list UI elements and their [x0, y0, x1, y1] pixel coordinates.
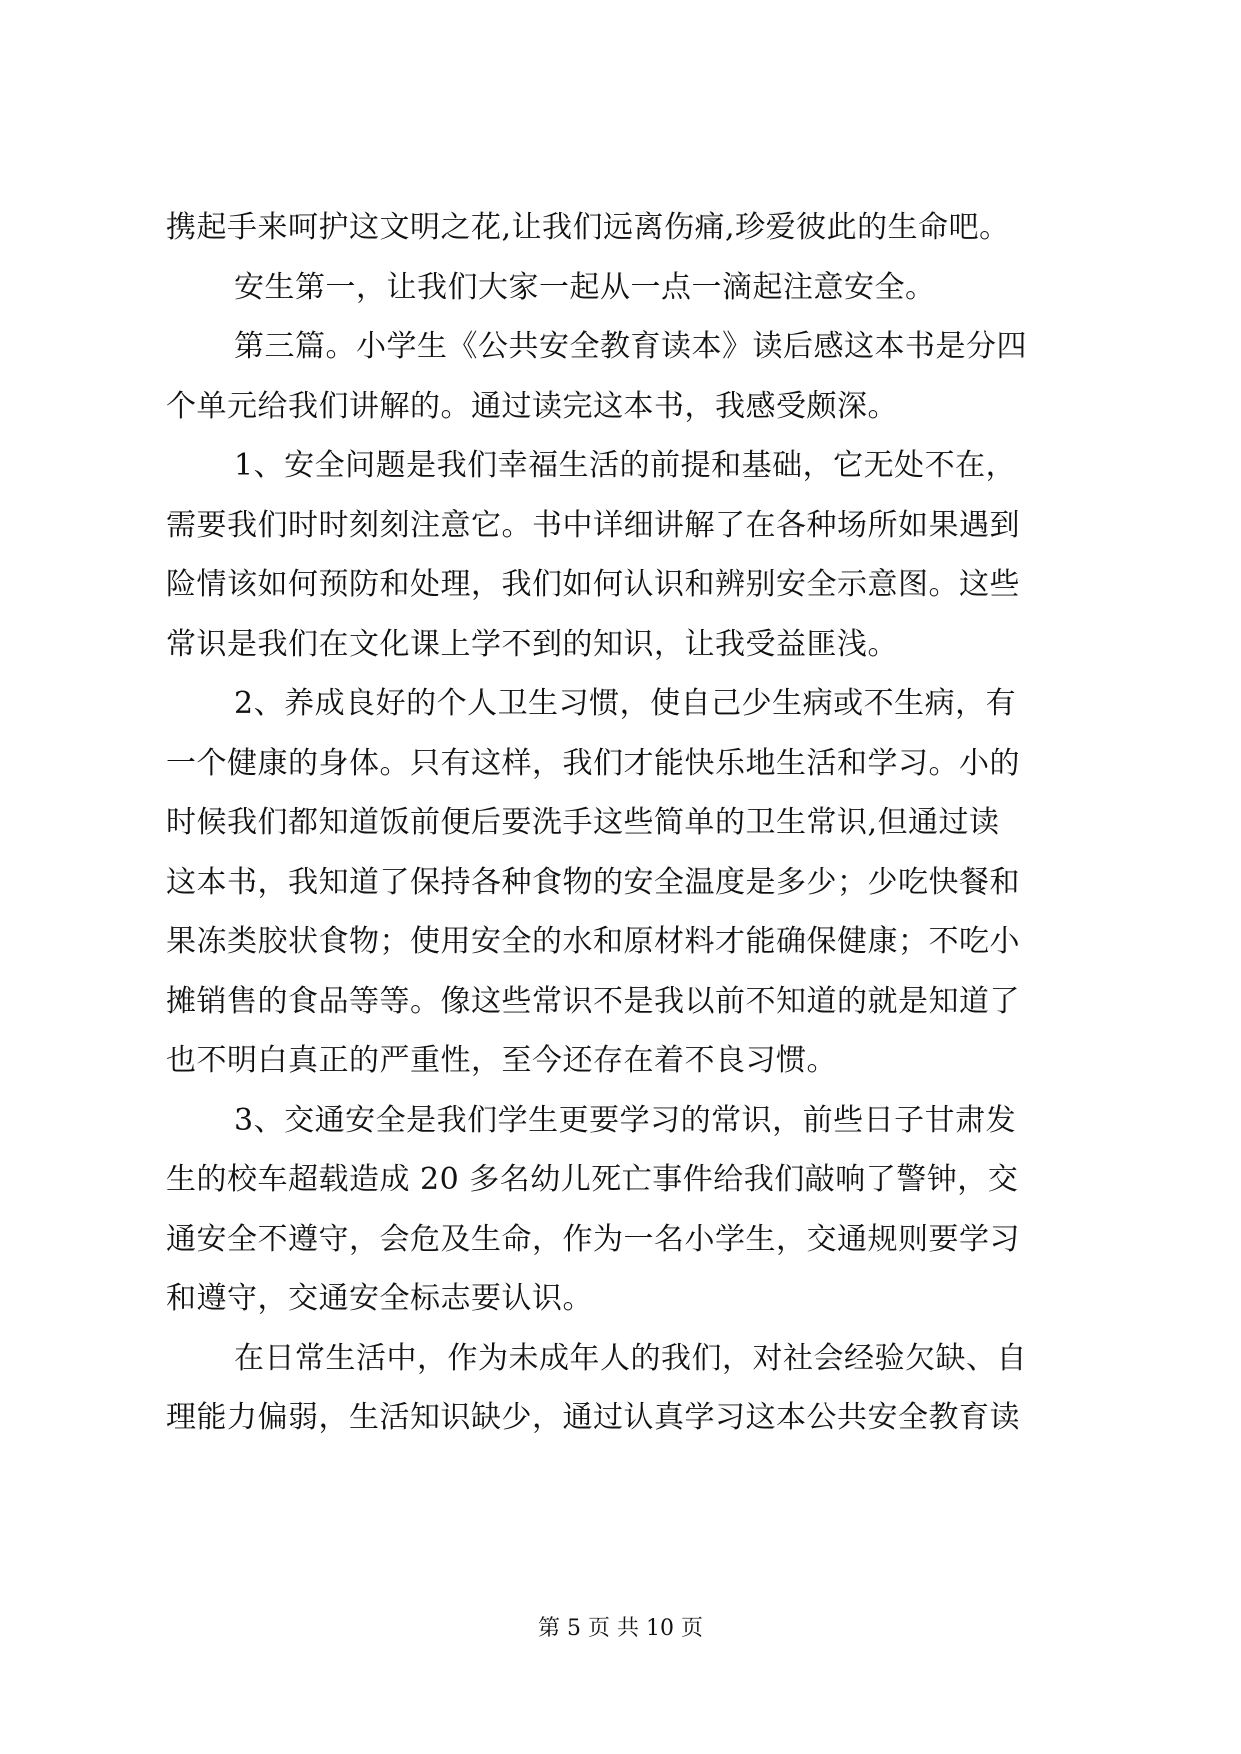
document-body	[166, 198, 1078, 1448]
text-line: 果冻类胶状食物；使用安全的水和原材料才能确保健康；不吃小	[166, 924, 1020, 959]
text-line: 这本书，我知道了保持各种食物的安全温度是多少；少吃快餐和	[166, 864, 1020, 900]
text-line: 时候我们都知道饭前便后要洗手这些简单的卫生常识,但通过读	[166, 805, 1000, 840]
text-line: 一个健康的身体。只有这样，我们才能快乐地生活和学习。小的	[166, 745, 1020, 781]
paragraph-first-line: 3、交通安全是我们学生更要学习的常识，前些日子甘肃发	[234, 1102, 1017, 1138]
paragraph-first-line: 在日常生活中，作为未成年人的我们，对社会经验欠缺、自	[234, 1340, 1027, 1376]
text-line: 常识是我们在文化课上学不到的知识，让我受益匪浅。	[166, 626, 898, 662]
text-line: 携起手来呵护这文明之花,让我们远离伤痛,珍爱彼此的生命吧。	[166, 210, 1010, 245]
paragraph-first-line: 安生第一，让我们大家一起从一点一滴起注意安全。	[234, 269, 936, 305]
text-line: 摊销售的食品等等。像这些常识不是我以前不知道的就是知道了	[166, 983, 1020, 1019]
text-line: 和遵守，交通安全标志要认识。	[166, 1281, 593, 1316]
text-line: 生的校车超载造成 20 多名幼儿死亡事件给我们敲响了警钟，交	[166, 1162, 1019, 1197]
text-line: 个单元给我们讲解的。通过读完这本书，我感受颇深。	[166, 388, 898, 424]
text-line: 需要我们时时刻刻注意它。书中详细讲解了在各种场所如果遇到	[166, 507, 1020, 543]
text-line: 通安全不遵守，会危及生命，作为一名小学生，交通规则要学习	[166, 1221, 1020, 1257]
page-number-footer: 第 5 页 共 10 页	[538, 1616, 703, 1641]
paragraph-first-line: 1、安全问题是我们幸福生活的前提和基础，它无处不在，	[234, 448, 1017, 483]
paragraph-first-line: 第三篇。小学生《公共安全教育读本》读后感这本书是分四	[234, 329, 1027, 364]
paragraph-first-line: 2、养成良好的个人卫生习惯，使自己少生病或不生病，有	[234, 686, 1017, 721]
text-line: 也不明白真正的严重性，至今还存在着不良习惯。	[166, 1043, 837, 1078]
text-line: 险情该如何预防和处理，我们如何认识和辨别安全示意图。这些	[166, 567, 1020, 602]
text-line: 理能力偏弱，生活知识缺少，通过认真学习这本公共安全教育读	[166, 1400, 1020, 1435]
